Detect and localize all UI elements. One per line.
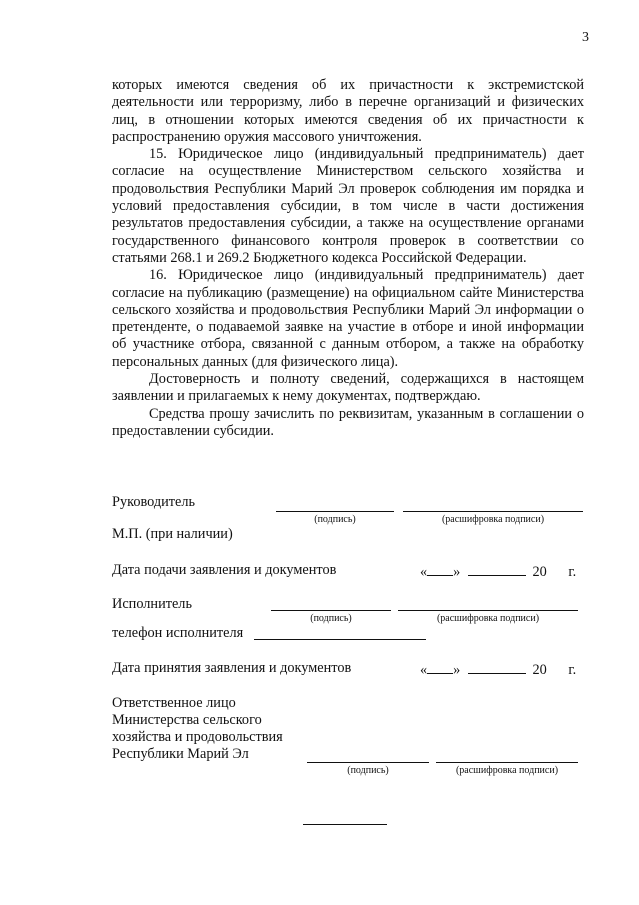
footer-rule	[303, 824, 387, 825]
paragraph-bank-details: Средства прошу зачислить по реквизитам, указанным в соглашении о предоставлении субсидии.	[112, 405, 584, 439]
paragraph-confirmation: Достоверность и полноту сведений, содержащихся в настоящем заявлении и прилагаемых к нему документах, подтверждаю.	[112, 371, 584, 405]
responsible-line-2: Министерства сельского	[112, 712, 262, 728]
responsible-decode-line[interactable]	[436, 762, 578, 763]
head-decode-caption: (расшифровка подписи)	[441, 514, 545, 525]
responsible-line-3: хозяйства и продовольствия	[112, 729, 283, 745]
page-number: 3	[582, 30, 589, 45]
accept-date-day-line[interactable]	[427, 660, 453, 674]
executor-phone-label: телефон исполнителя	[112, 625, 244, 641]
executor-decode-line[interactable]	[398, 610, 578, 611]
submit-date-close-quote: »	[453, 564, 461, 580]
submit-date-year-prefix: 20	[532, 564, 547, 580]
responsible-line-1: Ответственное лицо	[112, 695, 236, 711]
responsible-signature-caption: (подпись)	[347, 765, 389, 776]
executor-phone-line[interactable]	[254, 639, 426, 640]
responsible-line-4: Республики Марий Эл	[112, 746, 249, 762]
accept-date-open-quote: «	[420, 662, 428, 678]
accept-date-month-line[interactable]	[468, 660, 526, 674]
head-signature-line[interactable]	[276, 511, 394, 512]
executor-signature-caption: (подпись)	[310, 613, 352, 624]
executor-signature-line[interactable]	[271, 610, 391, 611]
head-label: Руководитель	[112, 494, 196, 510]
head-decode-line[interactable]	[403, 511, 583, 512]
stamp-label: М.П. (при наличии)	[112, 526, 233, 542]
accept-date-close-quote: »	[453, 662, 461, 678]
paragraph-continuation: которых имеются сведения об их причастности к экстремистской деятельности или терроризму, либо в перечне организаций и физических лиц, в отношении которых имеются сведения об их причастности к распространению оружия массового уничтожения.	[112, 77, 584, 145]
accept-date-year-suffix: г.	[568, 662, 577, 678]
executor-decode-caption: (расшифровка подписи)	[436, 613, 540, 624]
submit-date-label: Дата подачи заявления и документов	[112, 562, 337, 578]
submit-date-month-line[interactable]	[468, 562, 526, 576]
accept-date-year-prefix: 20	[532, 662, 547, 678]
body-text	[112, 77, 584, 440]
head-signature-caption: (подпись)	[314, 514, 356, 525]
paragraph-15: 15. Юридическое лицо (индивидуальный предприниматель) дает согласие на осуществление Министерством сельского хозяйства и продовольствия Республики Марий Эл проверок соблюдения им порядка и условий предоставления субсидии, в том числе в части достижения результатов предоставления субсидии, а также на осуществление органами государственного финансового контроля проверок в соответствии со статьями 268.1 и 269.2 Бюджетного кодекса Российской Федерации.	[112, 146, 584, 266]
accept-date-field[interactable]	[420, 660, 576, 679]
paragraph-16: 16. Юридическое лицо (индивидуальный предприниматель) дает согласие на публикацию (размещение) на официальном сайте Министерства сельского хозяйства и продовольствия Республики Марий Эл информации о претенденте, о подаваемой заявке на участие в отборе и иной информации об участнике отбора, связанной с данным отбором, а также на обработку персональных данных (для физического лица).	[112, 267, 584, 370]
submit-date-field[interactable]	[420, 562, 576, 581]
submit-date-year-suffix: г.	[568, 564, 577, 580]
responsible-signature-line[interactable]	[307, 762, 429, 763]
accept-date-label: Дата принятия заявления и документов	[112, 660, 352, 676]
submit-date-open-quote: «	[420, 564, 428, 580]
executor-label: Исполнитель	[112, 596, 192, 612]
submit-date-day-line[interactable]	[427, 562, 453, 576]
responsible-decode-caption: (расшифровка подписи)	[455, 765, 559, 776]
